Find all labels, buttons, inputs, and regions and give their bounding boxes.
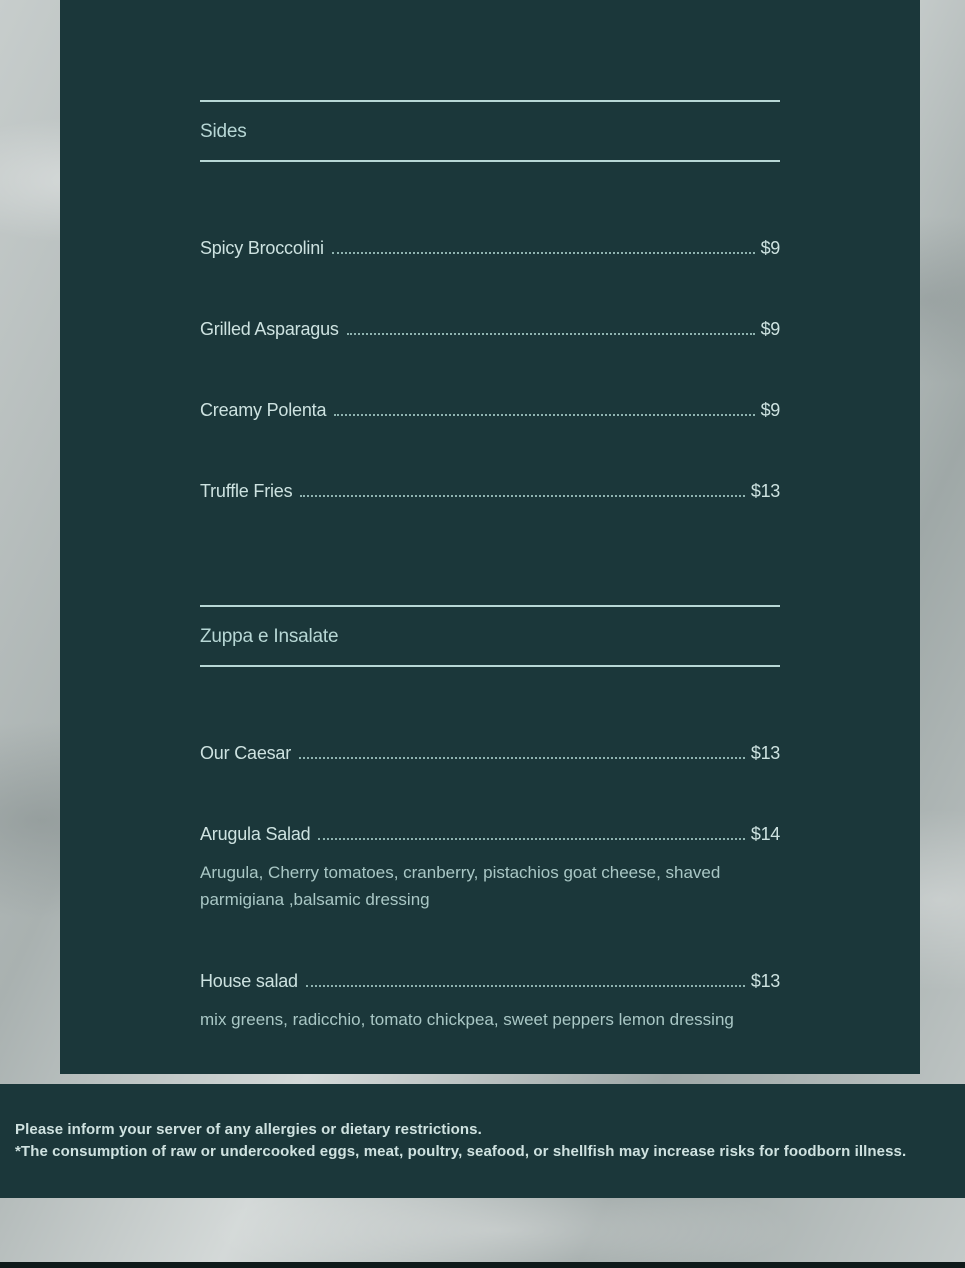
item-name: Arugula Salad	[200, 824, 311, 844]
page-bottom-edge	[0, 1262, 965, 1268]
item-name: Creamy Polenta	[200, 400, 327, 420]
menu-item-grilled-asparagus	[200, 316, 780, 342]
item-name: Our Caesar	[200, 743, 292, 763]
section-title: Zuppa e Insalate	[200, 626, 339, 647]
menu-item-house-salad	[200, 968, 780, 994]
item-description: mix greens, radicchio, tomato chickpea, sweet peppers lemon dressing	[200, 1010, 734, 1029]
menu-item-arugula-salad	[200, 821, 780, 847]
item-price: $13	[750, 743, 780, 763]
menu-item-truffle-fries	[200, 478, 780, 504]
menu-item-spicy-broccolini	[200, 235, 780, 261]
item-name: Spicy Broccolini	[200, 238, 324, 258]
menu-item-our-caesar	[200, 740, 780, 766]
item-price: $13	[750, 481, 780, 501]
item-name: Truffle Fries	[200, 481, 293, 501]
item-price: $9	[760, 319, 780, 339]
dotted-leader	[332, 252, 755, 254]
item-price: $13	[750, 971, 780, 991]
menu-item-creamy-polenta	[200, 397, 780, 423]
dotted-leader	[334, 414, 754, 416]
item-price: $9	[760, 400, 780, 420]
dotted-leader	[306, 985, 745, 987]
menu-panel	[60, 0, 920, 1074]
section-header-sides	[200, 100, 780, 162]
item-price: $14	[750, 824, 780, 844]
item-name: House salad	[200, 971, 298, 991]
section-title: Sides	[200, 121, 247, 142]
allergy-notice: Please inform your server of any allergies or dietary restrictions.	[15, 1121, 482, 1138]
item-name: Grilled Asparagus	[200, 319, 339, 339]
item-description: Arugula, Cherry tomatoes, cranberry, pistachios goat cheese, shaved parmigiana ,balsamic dressing	[200, 863, 721, 909]
item-price: $9	[760, 238, 780, 258]
section-header-zuppa-e-insalate	[200, 605, 780, 667]
consumption-warning: *The consumption of raw or undercooked eggs, meat, poultry, seafood, or shellfish may increase risks for foodborn illness.	[15, 1143, 907, 1160]
footer-notice-bar	[0, 1084, 965, 1198]
dotted-leader	[299, 757, 745, 759]
dotted-leader	[300, 495, 744, 497]
dotted-leader	[318, 838, 744, 840]
dotted-leader	[347, 333, 755, 335]
